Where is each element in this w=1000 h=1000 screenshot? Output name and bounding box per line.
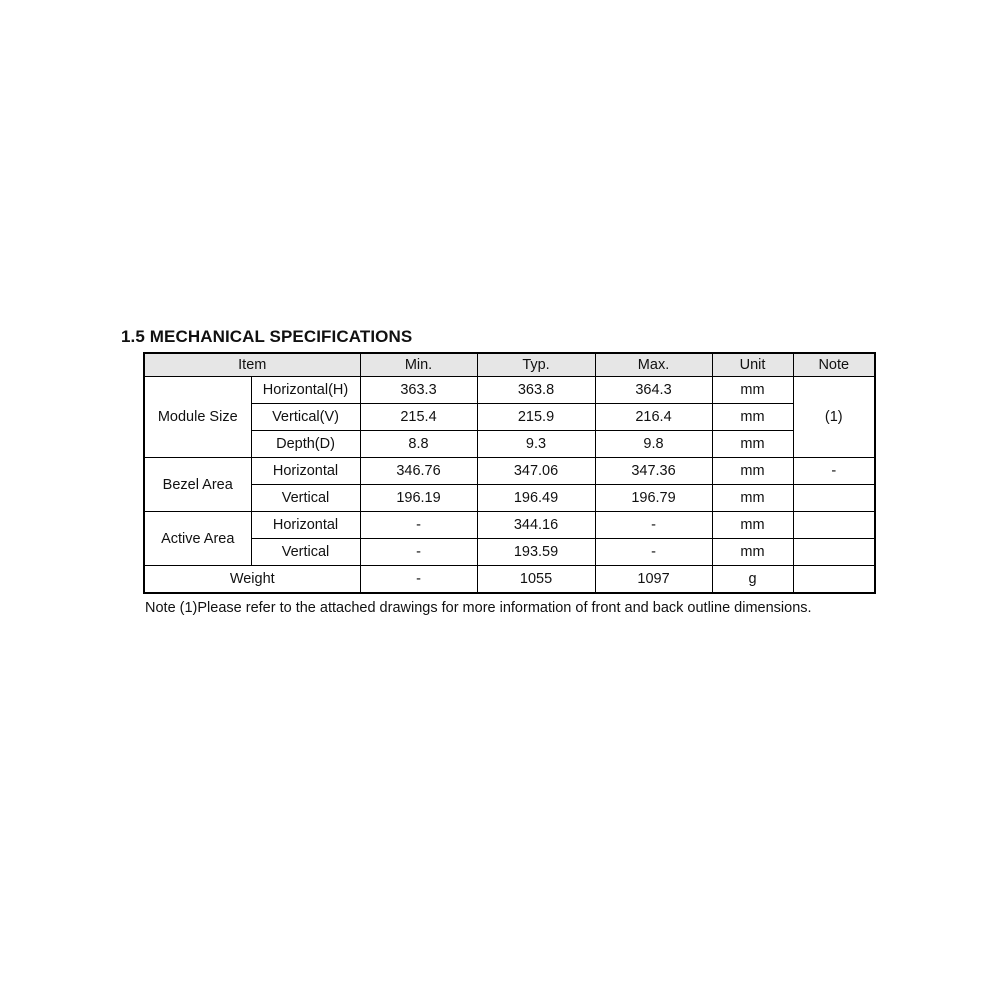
- header-row: [144, 353, 875, 377]
- section-title: 1.5 MECHANICAL SPECIFICATIONS: [121, 327, 413, 346]
- min-value: -: [360, 512, 477, 539]
- unit-value: mm: [712, 485, 793, 512]
- min-value: 8.8: [360, 431, 477, 458]
- table-row: [144, 485, 875, 512]
- header-min: Min.: [360, 353, 477, 377]
- max-value: 216.4: [595, 404, 712, 431]
- group-active-area: Active Area: [144, 512, 251, 566]
- unit-value: mm: [712, 404, 793, 431]
- typ-value: 363.8: [477, 377, 595, 404]
- header-item: Item: [144, 353, 360, 377]
- note-value: (1): [793, 377, 875, 458]
- group-bezel-area: Bezel Area: [144, 458, 251, 512]
- header-typ: Typ.: [477, 353, 595, 377]
- typ-value: 1055: [477, 566, 595, 594]
- min-value: -: [360, 566, 477, 594]
- unit-value: g: [712, 566, 793, 594]
- min-value: 215.4: [360, 404, 477, 431]
- min-value: -: [360, 539, 477, 566]
- note-value: -: [793, 458, 875, 485]
- unit-value: mm: [712, 431, 793, 458]
- sub-item: Vertical: [251, 539, 360, 566]
- table-row: [144, 512, 875, 539]
- min-value: 346.76: [360, 458, 477, 485]
- header-note: Note: [793, 353, 875, 377]
- table-row: [144, 458, 875, 485]
- sub-item: Horizontal: [251, 512, 360, 539]
- footnote: Note (1)Please refer to the attached drawings for more information of front and back outline dimensions.: [145, 600, 812, 616]
- table-row: [144, 539, 875, 566]
- typ-value: 193.59: [477, 539, 595, 566]
- note-value: [793, 566, 875, 594]
- header-unit: Unit: [712, 353, 793, 377]
- note-value: [793, 512, 875, 539]
- group-module-size: Module Size: [144, 377, 251, 458]
- unit-value: mm: [712, 377, 793, 404]
- weight-label: Weight: [144, 566, 360, 594]
- typ-value: 196.49: [477, 485, 595, 512]
- table-row: [144, 431, 875, 458]
- max-value: 9.8: [595, 431, 712, 458]
- mechanical-specifications-table: [143, 352, 876, 594]
- note-value: [793, 485, 875, 512]
- typ-value: 347.06: [477, 458, 595, 485]
- typ-value: 215.9: [477, 404, 595, 431]
- table-row: [144, 566, 875, 594]
- note-value: [793, 539, 875, 566]
- max-value: 347.36: [595, 458, 712, 485]
- unit-value: mm: [712, 512, 793, 539]
- max-value: -: [595, 539, 712, 566]
- sub-item: Horizontal(H): [251, 377, 360, 404]
- unit-value: mm: [712, 458, 793, 485]
- unit-value: mm: [712, 539, 793, 566]
- sub-item: Horizontal: [251, 458, 360, 485]
- typ-value: 344.16: [477, 512, 595, 539]
- max-value: 1097: [595, 566, 712, 594]
- sub-item: Vertical(V): [251, 404, 360, 431]
- table-row: [144, 404, 875, 431]
- min-value: 363.3: [360, 377, 477, 404]
- min-value: 196.19: [360, 485, 477, 512]
- header-max: Max.: [595, 353, 712, 377]
- max-value: 364.3: [595, 377, 712, 404]
- sub-item: Vertical: [251, 485, 360, 512]
- table-row: [144, 377, 875, 404]
- typ-value: 9.3: [477, 431, 595, 458]
- max-value: 196.79: [595, 485, 712, 512]
- sub-item: Depth(D): [251, 431, 360, 458]
- max-value: -: [595, 512, 712, 539]
